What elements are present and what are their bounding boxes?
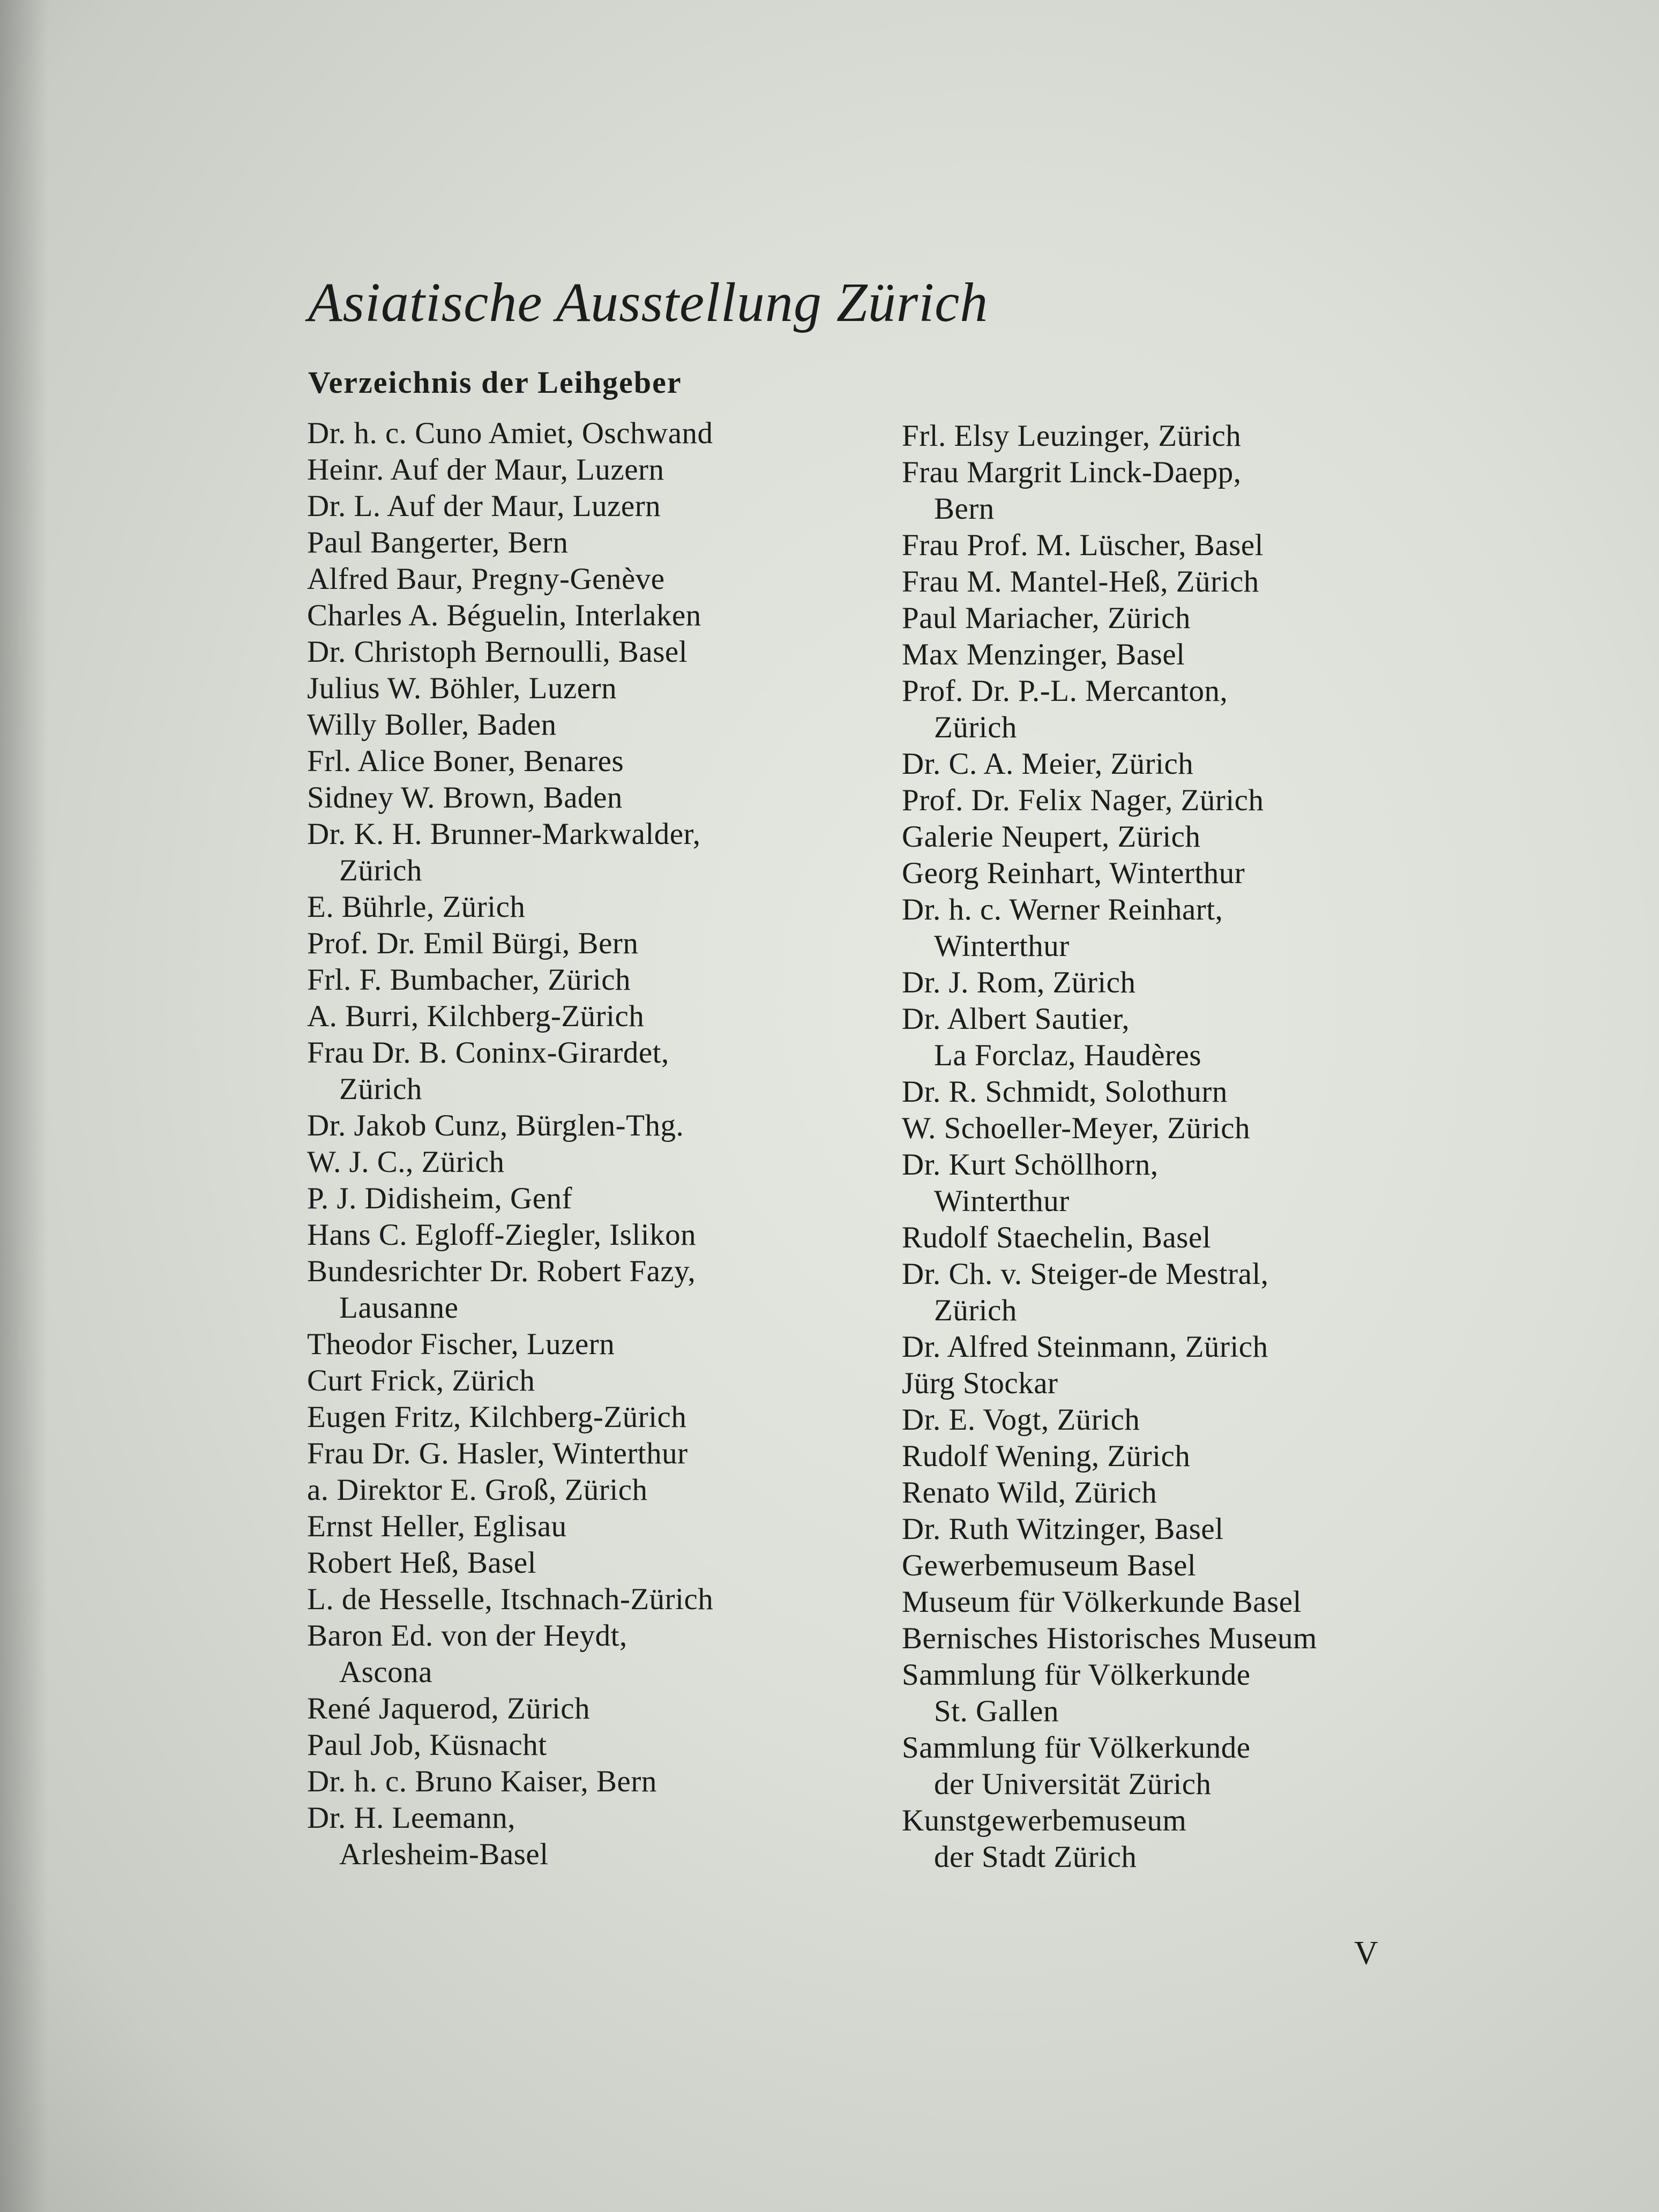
lender-entry: Bundesrichter Dr. Robert Fazy,: [307, 1254, 696, 1288]
lender-entry: Dr. L. Auf der Maur, Luzern: [307, 489, 661, 523]
lender-entry-continuation: der Universität Zürich: [934, 1767, 1212, 1801]
lender-entry: Paul Mariacher, Zürich: [902, 601, 1191, 635]
lender-entry: Dr. Kurt Schöllhorn,: [902, 1148, 1159, 1182]
lender-entry: René Jaquerod, Zürich: [307, 1692, 591, 1725]
lender-entry-continuation: Winterthur: [934, 929, 1070, 963]
lender-entry: a. Direktor E. Groß, Zürich: [307, 1473, 648, 1507]
lender-entry: Willy Boller, Baden: [307, 708, 557, 742]
lender-entry: Sammlung für Völkerkunde: [902, 1658, 1251, 1692]
lender-entry: E. Bührle, Zürich: [307, 890, 526, 924]
lender-entry: Frau Dr. G. Hasler, Winterthur: [307, 1437, 688, 1470]
lender-entry-continuation: Zürich: [339, 1072, 422, 1106]
lender-entry: Prof. Dr. Emil Bürgi, Bern: [307, 926, 639, 960]
lender-entry: Frl. F. Bumbacher, Zürich: [307, 963, 631, 997]
lender-entry: Museum für Völkerkunde Basel: [902, 1585, 1302, 1619]
lender-entry: Dr. Albert Sautier,: [902, 1002, 1130, 1036]
page-title: Asiatische Ausstellung Zürich: [308, 272, 989, 333]
lender-entry: Robert Heß, Basel: [307, 1546, 536, 1580]
lender-entry-continuation: Zürich: [339, 854, 422, 887]
lender-entry: Dr. E. Vogt, Zürich: [902, 1403, 1140, 1437]
lender-entry-continuation: der Stadt Zürich: [934, 1840, 1137, 1874]
lender-entry-continuation: Zürich: [934, 1294, 1017, 1327]
lender-entry: Kunstgewerbemuseum: [902, 1804, 1187, 1837]
lender-entry-continuation: Lausanne: [339, 1291, 459, 1325]
lender-entry: Charles A. Béguelin, Interlaken: [307, 599, 701, 632]
lender-entry: A. Burri, Kilchberg-Zürich: [307, 999, 645, 1033]
lender-entry: Ernst Heller, Eglisau: [307, 1509, 567, 1543]
lender-entry: Frl. Alice Boner, Benares: [307, 744, 624, 778]
lender-entry: Dr. h. c. Cuno Amiet, Oschwand: [307, 416, 713, 450]
lender-entry: Sammlung für Völkerkunde: [902, 1731, 1251, 1765]
lender-entry: Frau Prof. M. Lüscher, Basel: [902, 528, 1264, 562]
lender-entry: Dr. J. Rom, Zürich: [902, 966, 1136, 999]
lender-entry: Sidney W. Brown, Baden: [307, 781, 623, 814]
lender-entry: Rudolf Wening, Zürich: [902, 1439, 1191, 1473]
lender-entry: Dr. Alfred Steinmann, Zürich: [902, 1330, 1268, 1364]
lender-entry-continuation: Arlesheim-Basel: [339, 1837, 549, 1871]
lender-entry: Baron Ed. von der Heydt,: [307, 1619, 627, 1653]
page-number: V: [1354, 1935, 1378, 1971]
lender-entry: Max Menzinger, Basel: [902, 638, 1185, 671]
lender-entry-continuation: Bern: [934, 492, 995, 526]
lender-entry-continuation: Zürich: [934, 711, 1017, 744]
lenders-list-heading: Verzeichnis der Leihgeber: [308, 365, 682, 400]
lender-entry: Prof. Dr. Felix Nager, Zürich: [902, 783, 1264, 817]
lender-entry: Dr. C. A. Meier, Zürich: [902, 747, 1194, 781]
lender-entry: Heinr. Auf der Maur, Luzern: [307, 453, 664, 487]
lender-entry: Renato Wild, Zürich: [902, 1476, 1157, 1509]
page-binding-shadow: [0, 0, 48, 2212]
lender-entry-continuation: Ascona: [339, 1655, 432, 1689]
lender-entry: Galerie Neupert, Zürich: [902, 820, 1201, 854]
lender-entry-continuation: Winterthur: [934, 1184, 1070, 1218]
lender-entry: Prof. Dr. P.-L. Mercanton,: [902, 674, 1228, 708]
lenders-list-left-column: [307, 415, 854, 1873]
lender-entry: Dr. R. Schmidt, Solothurn: [902, 1075, 1228, 1109]
lenders-list-right-column: [902, 418, 1400, 1875]
lender-entry: Dr. h. c. Bruno Kaiser, Bern: [307, 1765, 657, 1798]
lender-entry: Dr. H. Leemann,: [307, 1801, 515, 1835]
lender-entry-continuation: St. Gallen: [934, 1694, 1059, 1728]
lender-entry: Dr. Ruth Witzinger, Basel: [902, 1512, 1224, 1546]
lender-entry: W. Schoeller-Meyer, Zürich: [902, 1111, 1251, 1145]
lender-entry: P. J. Didisheim, Genf: [307, 1182, 572, 1215]
lender-entry: Dr. Jakob Cunz, Bürglen-Thg.: [307, 1109, 684, 1142]
lender-entry: Jürg Stockar: [902, 1366, 1058, 1400]
lender-entry: Bernisches Historisches Museum: [902, 1621, 1317, 1655]
lender-entry: Frau M. Mantel-Heß, Zürich: [902, 565, 1259, 599]
lender-entry: Curt Frick, Zürich: [307, 1364, 535, 1398]
lender-entry: Rudolf Staechelin, Basel: [902, 1221, 1212, 1254]
lender-entry: W. J. C., Zürich: [307, 1145, 505, 1179]
lender-entry: Julius W. Böhler, Luzern: [307, 671, 617, 705]
lender-entry: Georg Reinhart, Winterthur: [902, 856, 1245, 890]
lender-entry: L. de Hesselle, Itschnach-Zürich: [307, 1582, 714, 1616]
lender-entry: Alfred Baur, Pregny-Genève: [307, 562, 665, 596]
lender-entry-continuation: La Forclaz, Haudères: [934, 1038, 1202, 1072]
lender-entry: Frau Margrit Linck-Daepp,: [902, 455, 1242, 489]
lender-entry: Eugen Fritz, Kilchberg-Zürich: [307, 1400, 687, 1434]
lender-entry: Frl. Elsy Leuzinger, Zürich: [902, 419, 1242, 453]
lender-entry: Frau Dr. B. Coninx-Girardet,: [307, 1036, 669, 1070]
lender-entry: Dr. h. c. Werner Reinhart,: [902, 893, 1223, 926]
lender-entry: Dr. Ch. v. Steiger-de Mestral,: [902, 1257, 1269, 1291]
lender-entry: Dr. K. H. Brunner-Markwalder,: [307, 817, 701, 851]
lender-entry: Paul Job, Küsnacht: [307, 1728, 547, 1762]
lender-entry: Theodor Fischer, Luzern: [307, 1327, 615, 1361]
lender-entry: Hans C. Egloff-Ziegler, Islikon: [307, 1218, 697, 1252]
lender-entry: Gewerbemuseum Basel: [902, 1549, 1197, 1582]
lender-entry: Paul Bangerter, Bern: [307, 526, 569, 559]
lender-entry: Dr. Christoph Bernoulli, Basel: [307, 635, 688, 669]
